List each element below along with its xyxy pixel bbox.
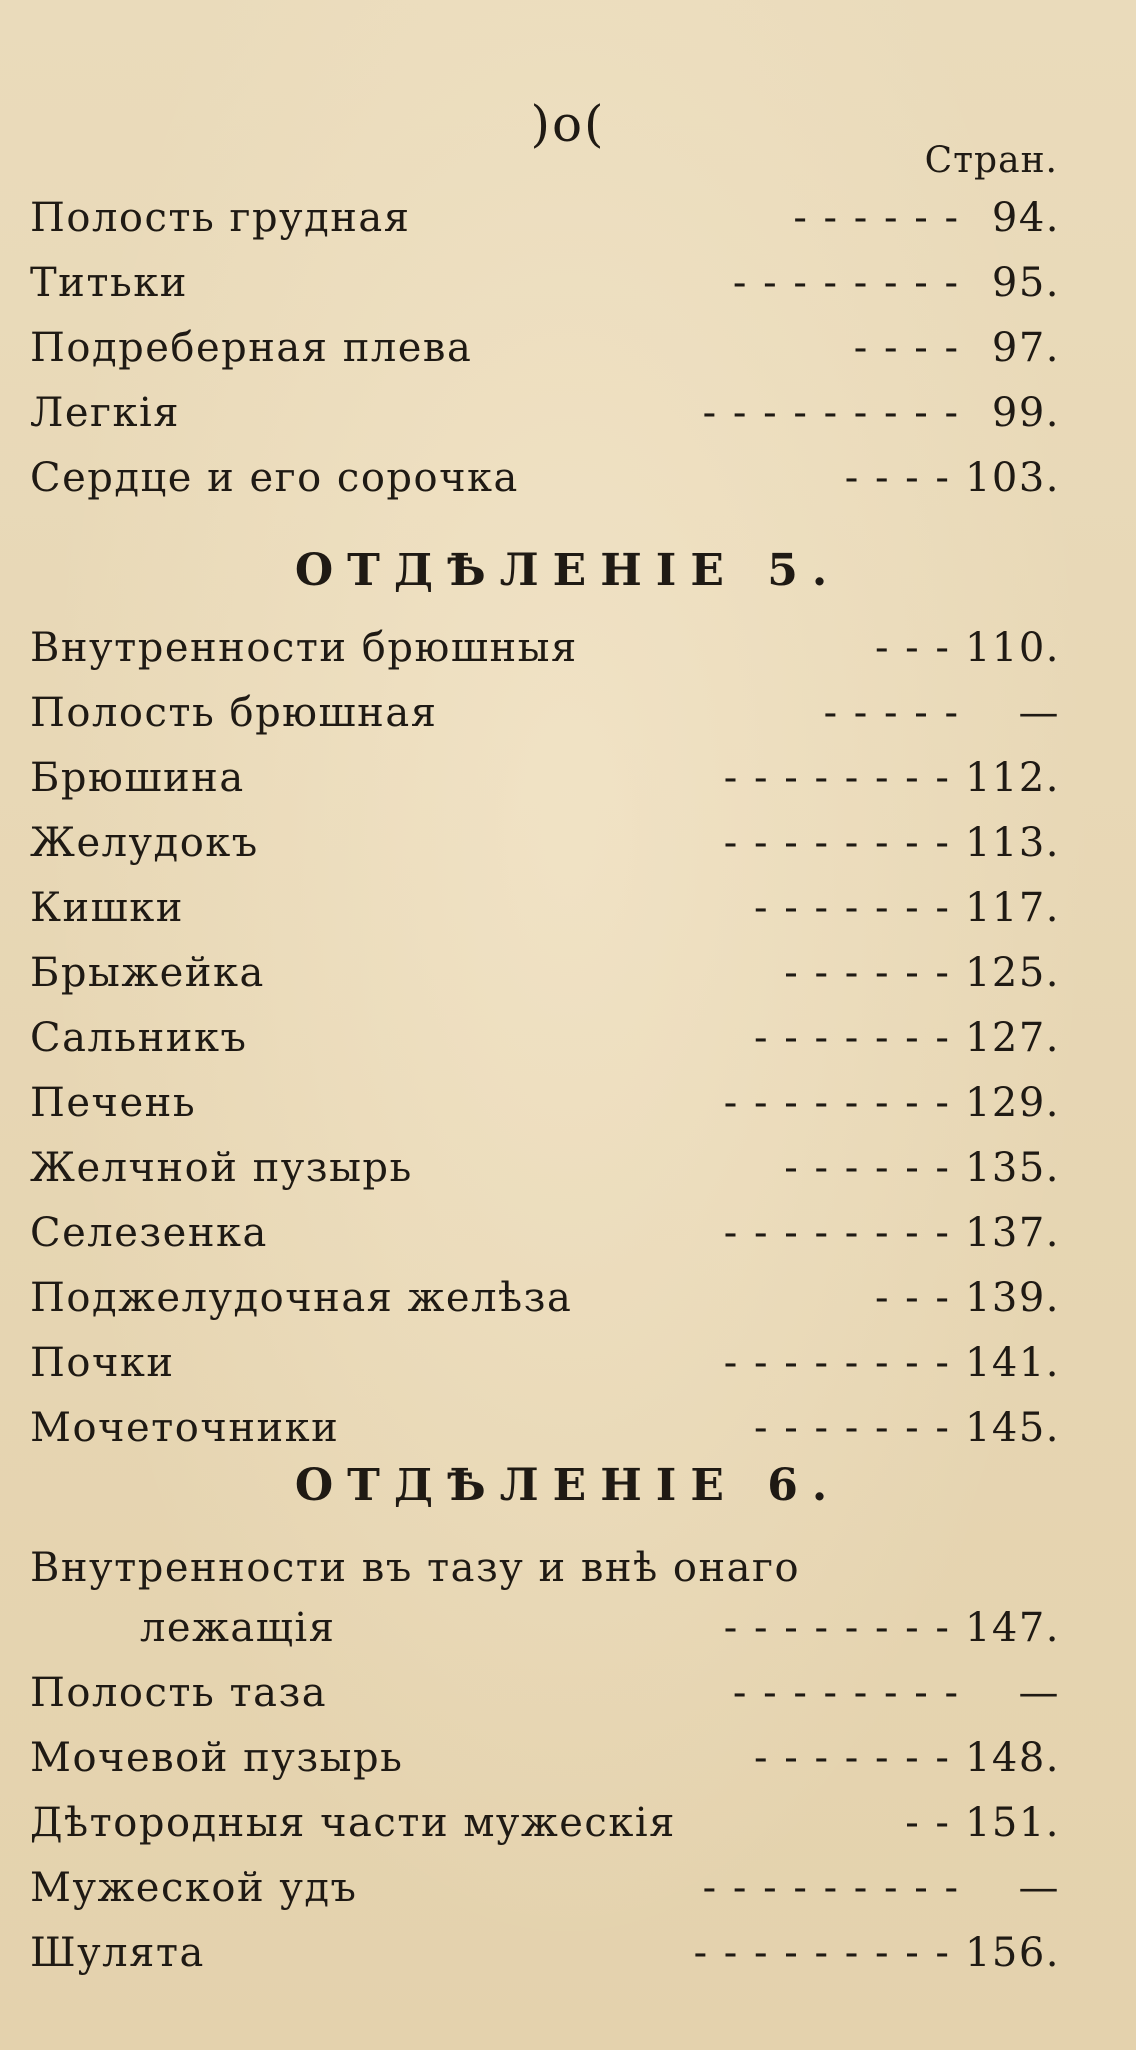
toc-entry [30,1015,1060,1081]
toc-entry [30,1670,1060,1736]
entry-page-number: 103. [964,455,1060,501]
toc-entry [30,1800,1060,1866]
dot-leader: - - - - - [823,690,960,736]
entry-title: Титьки [30,260,188,306]
entry-title: Селезенка [30,1210,268,1256]
entry-title: Полость брюшная [30,690,438,736]
dot-leader: - - [905,1800,951,1846]
toc-entry [30,1605,1060,1671]
dot-leader: - - - - - - - - - [702,390,960,436]
dot-leader: - - - - - - - - [723,820,951,866]
entry-page-number: 97. [991,325,1060,371]
entry-title: Внутренности брюшныя [30,625,578,671]
entry-page-number: 135. [964,1145,1060,1191]
entry-page-number: 127. [964,1015,1060,1061]
entry-page-number: 94. [991,195,1060,241]
entry-page-number: — [1018,1670,1060,1716]
toc-entry [30,1545,1060,1611]
entry-title: Сальникъ [30,1015,248,1061]
toc-entry [30,455,1060,521]
entry-title: Подреберная плева [30,325,473,371]
entry-title: Легкія [30,390,181,436]
toc-entry [30,625,1060,691]
entry-page-number: 148. [964,1735,1060,1781]
toc-entry [30,885,1060,951]
dot-leader: - - - - - - - [754,1405,951,1451]
page-column-header: Стран. [924,140,1058,181]
section-heading: ОТДѢЛЕНІЕ 6. [294,1460,842,1511]
entry-page-number: 147. [964,1605,1060,1651]
entry-page-number: 156. [964,1930,1060,1976]
dot-leader: - - - - - - - - [723,1605,951,1651]
toc-entry [30,950,1060,1016]
page-folio: )o( [530,95,606,153]
entry-title: Брюшина [30,755,245,801]
entry-page-number: 99. [991,390,1060,436]
entry-page-number: 112. [964,755,1060,801]
dot-leader: - - - - - - [784,950,951,996]
toc-entry [30,1735,1060,1801]
entry-page-number: — [1018,690,1060,736]
dot-leader: - - - - - - - [754,1015,951,1061]
dot-leader: - - - - - - - - - [693,1930,951,1976]
dot-leader: - - - [874,1275,951,1321]
dot-leader: - - - - - - [784,1145,951,1191]
dot-leader: - - - - [844,455,951,501]
toc-entry [30,1210,1060,1276]
entry-title: Поджелудочная желѣза [30,1275,573,1321]
entry-title: Дѣтородныя части мужескія [30,1800,676,1846]
entry-page-number: 141. [964,1340,1060,1386]
entry-page-number: 139. [964,1275,1060,1321]
entry-title: Кишки [30,885,184,931]
dot-leader: - - - - - - - - [732,260,960,306]
dot-leader: - - - - - - - - [732,1670,960,1716]
entry-title: Мочеточники [30,1405,340,1451]
entry-title: Почки [30,1340,175,1386]
entry-title: Мужеской удъ [30,1865,358,1911]
entry-title: Сердце и его сорочка [30,455,519,501]
entry-page-number: 137. [964,1210,1060,1256]
entry-page-number: 125. [964,950,1060,996]
entry-page-number: 145. [964,1405,1060,1451]
entry-title: Внутренности въ тазу и внѣ онаго [30,1545,801,1591]
toc-entry [30,1145,1060,1211]
toc-entry [30,1930,1060,1996]
dot-leader: - - - [874,625,951,671]
entry-title: Полость грудная [30,195,411,241]
entry-title: Шулята [30,1930,205,1976]
entry-title: Желчной пузырь [30,1145,413,1191]
entry-title: Полость таза [30,1670,328,1716]
entry-title: Печень [30,1080,197,1126]
dot-leader: - - - - - - [793,195,960,241]
dot-leader: - - - - - - - - [723,755,951,801]
entry-page-number: 151. [964,1800,1060,1846]
dot-leader: - - - - - - - - [723,1080,951,1126]
toc-entry [30,260,1060,326]
entry-page-number: 129. [964,1080,1060,1126]
toc-entry [30,1340,1060,1406]
toc-entry [30,195,1060,261]
toc-entry [30,755,1060,821]
dot-leader: - - - - - - - - [723,1210,951,1256]
entry-page-number: 117. [964,885,1060,931]
dot-leader: - - - - - - - [754,1735,951,1781]
toc-entry [30,1865,1060,1931]
dot-leader: - - - - [853,325,960,371]
dot-leader: - - - - - - - - [723,1340,951,1386]
entry-title: Мочевой пузырь [30,1735,404,1781]
toc-entry [30,690,1060,756]
dot-leader: - - - - - - - - - [702,1865,960,1911]
toc-entry [30,1080,1060,1146]
dot-leader: - - - - - - - [754,885,951,931]
entry-page-number: 110. [964,625,1060,671]
entry-title: Желудокъ [30,820,259,866]
entry-title: Брыжейка [30,950,265,996]
toc-entry [30,820,1060,886]
entry-page-number: 113. [964,820,1060,866]
toc-entry [30,325,1060,391]
entry-page-number: — [1018,1865,1060,1911]
toc-entry [30,1275,1060,1341]
entry-title: лежащія [140,1605,336,1651]
toc-entry [30,390,1060,456]
section-heading: ОТДѢЛЕНІЕ 5. [294,545,842,596]
entry-page-number: 95. [991,260,1060,306]
